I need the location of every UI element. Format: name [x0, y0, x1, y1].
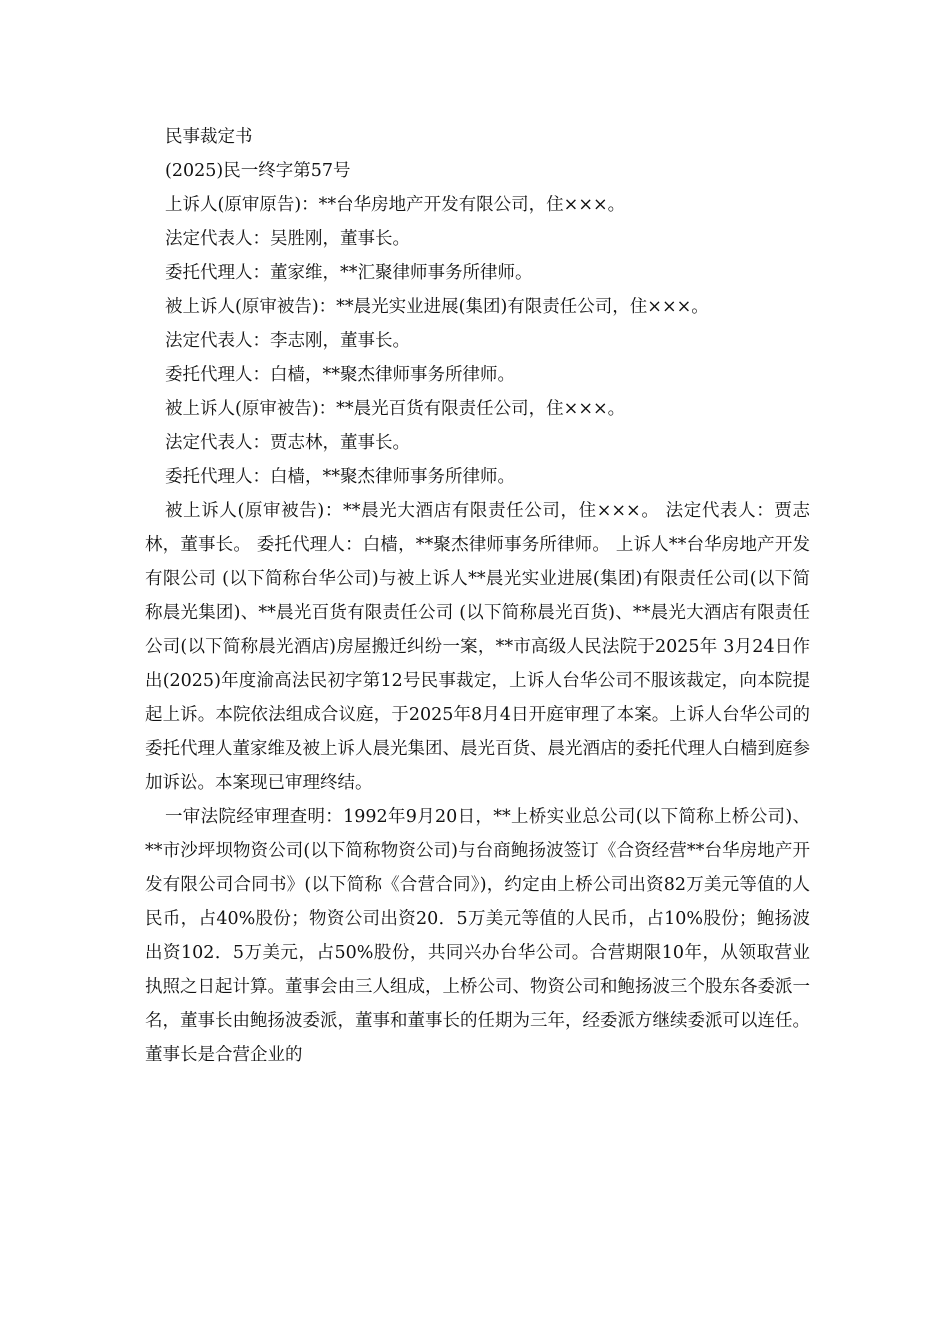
- party-line: 法定代表人：李志刚，董事长。: [165, 331, 410, 351]
- body-paragraph-procedural: 被上诉人(原审被告)：**晨光大酒店有限责任公司，住×××。 法定代表人：贾志林，董事长。 委托代理人：白樯，**聚杰律师事务所律师。 上诉人**台华房地产开发有限公司 (以下简称台华公司)与被上诉人**晨光实业进展(集团)有限责任公司(以下简称晨光集团)、**晨光百货有限责任公司 (以下简称晨光百货)、**晨光大酒店有限责任公司(以下简称晨光酒店)房屋搬迁纠纷一案，**市高级人民法院于2025年 3月24日作出(2025)年度渝高法民初字第12号民事裁定，上诉人台华公司不服该裁定，向本院提起上诉。本院依法组成合议庭，于2025年8月4日开庭审理了本案。上诉人台华公司的委托代理人董家维及被上诉人晨光集团、晨光百货、晨光酒店的委托代理人白樯到庭参加诉讼。本案现已审理终结。: [145, 501, 810, 793]
- party-line: 法定代表人：贾志林，董事长。: [165, 433, 410, 453]
- party-line: 被上诉人(原审被告)：**晨光百货有限责任公司，住×××。: [165, 399, 626, 419]
- case-number: (2025)民一终字第57号: [165, 161, 351, 181]
- document-title: 民事裁定书: [165, 127, 253, 147]
- document-body: [145, 120, 810, 1072]
- party-line: 法定代表人：吴胜刚，董事长。: [165, 229, 410, 249]
- party-line: 委托代理人：白樯，**聚杰律师事务所律师。: [165, 365, 515, 385]
- body-paragraph-findings: 一审法院经审理查明：1992年9月20日，**上桥实业总公司(以下简称上桥公司)、**市沙坪坝物资公司(以下简称物资公司)与台商鲍扬波签订《合资经营**台华房地产开发有限公司合同书》(以下简称《合营合同》)，约定由上桥公司出资82万美元等值的人民币，占40%股份；物资公司出资20．5万美元等值的人民币，占10%股份；鲍扬波出资102．5万美元，占50%股份，共同兴办台华公司。合营期限10年，从领取营业执照之日起计算。董事会由三人组成，上桥公司、物资公司和鲍扬波三个股东各委派一名，董事长由鲍扬波委派，董事和董事长的任期为三年，经委派方继续委派可以连任。董事长是合营企业的: [145, 807, 810, 1065]
- party-line: 上诉人(原审原告)：**台华房地产开发有限公司，住×××。: [165, 195, 626, 215]
- party-line: 委托代理人：董家维，**汇聚律师事务所律师。: [165, 263, 533, 283]
- party-line: 被上诉人(原审被告)：**晨光实业进展(集团)有限责任公司，住×××。: [165, 297, 709, 317]
- party-line: 委托代理人：白樯，**聚杰律师事务所律师。: [165, 467, 515, 487]
